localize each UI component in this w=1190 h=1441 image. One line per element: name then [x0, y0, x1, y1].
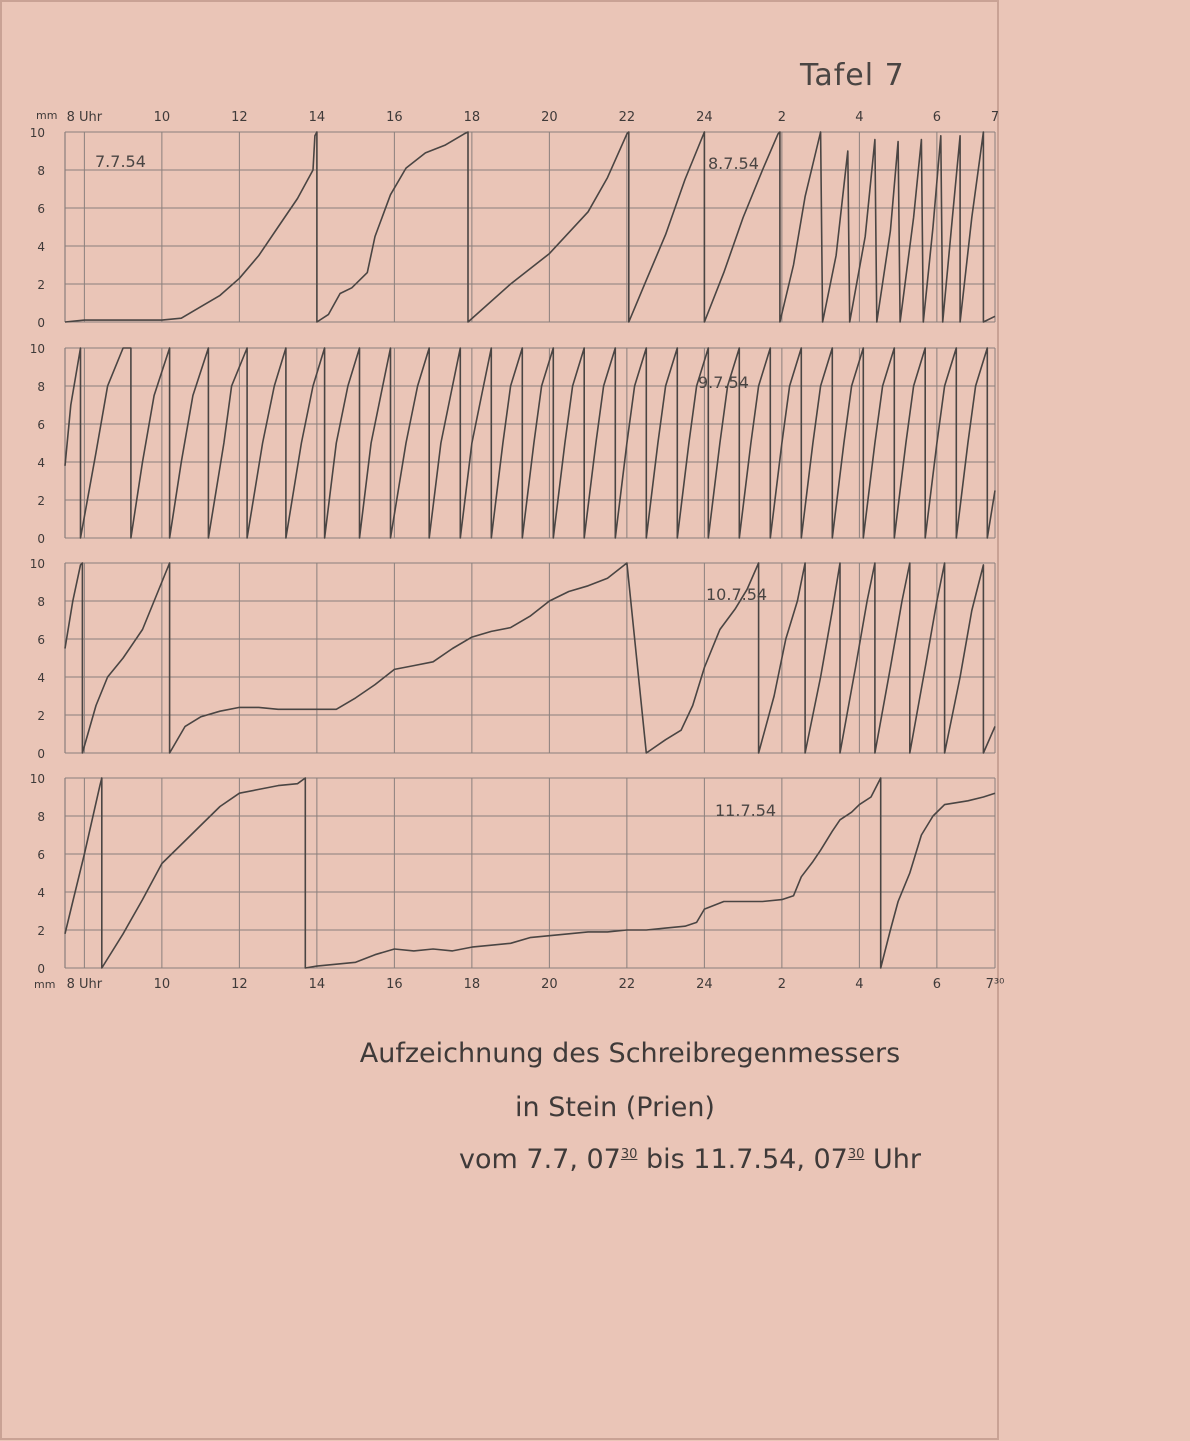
y-tick-label: 4 — [37, 240, 45, 254]
caption-suffix: Uhr — [864, 1144, 921, 1175]
caption-line-2: in Stein (Prien) — [515, 1092, 715, 1123]
y-tick-label: 4 — [37, 671, 45, 685]
y-tick-label: 4 — [37, 886, 45, 900]
date-label: 7.7.54 — [95, 152, 146, 171]
x-tick-label-bottom: 7³⁰ — [985, 977, 1005, 992]
y-tick-label: 2 — [37, 709, 45, 723]
y-tick-label: 10 — [29, 126, 45, 140]
caption-line-3 — [190, 1144, 1190, 1175]
x-tick-label-top: 6 — [932, 110, 942, 125]
rain-trace-line — [65, 778, 995, 968]
x-tick-label-bottom: 18 — [463, 977, 481, 992]
x-tick-label-bottom: 8 Uhr — [66, 977, 103, 992]
y-tick-label: 4 — [37, 456, 45, 470]
y-tick-label: 0 — [37, 962, 45, 976]
x-tick-label-bottom: 12 — [231, 977, 248, 992]
x-tick-label-bottom: 14 — [308, 977, 326, 992]
date-label: 10.7.54 — [706, 585, 768, 604]
x-tick-label-top: 4 — [855, 110, 864, 125]
x-tick-label-bottom: 6 — [932, 977, 942, 992]
y-tick-label: 6 — [37, 418, 45, 432]
date-label: 9.7.54 — [698, 373, 749, 392]
x-tick-label-top: 24 — [696, 110, 713, 125]
y-tick-label: 10 — [29, 772, 45, 786]
caption-superscript: 30 — [847, 1147, 865, 1162]
rain-trace-line — [65, 132, 995, 322]
x-tick-label-top: 14 — [308, 110, 326, 125]
y-tick-label: 2 — [37, 494, 45, 508]
x-tick-label-top: 12 — [231, 110, 248, 125]
x-tick-label-bottom: 4 — [855, 977, 864, 992]
y-tick-label: 8 — [37, 380, 45, 394]
y-tick-label: 2 — [37, 924, 45, 938]
y-tick-label: 8 — [37, 164, 45, 178]
y-tick-label: 10 — [29, 557, 45, 571]
y-unit-top: mm — [36, 109, 58, 122]
y-tick-label: 0 — [37, 532, 45, 546]
x-tick-label-top: 22 — [618, 110, 636, 125]
rain-trace-line — [65, 563, 995, 753]
y-tick-label: 6 — [37, 633, 45, 647]
y-tick-label: 2 — [37, 278, 45, 292]
y-tick-label: 6 — [37, 202, 45, 216]
caption-middle: bis 11.7.54, 07 — [637, 1144, 848, 1175]
x-tick-label-bottom: 24 — [696, 977, 713, 992]
x-tick-label-top: 7 — [990, 110, 1000, 125]
caption-prefix: vom 7.7, 07 — [459, 1144, 621, 1175]
x-tick-label-bottom: 22 — [618, 977, 636, 992]
x-tick-label-top: 16 — [386, 110, 403, 125]
x-tick-label-bottom: 20 — [541, 977, 558, 992]
x-tick-label-top: 8 Uhr — [66, 110, 103, 125]
caption-line-1: Aufzeichnung des Schreibregenmessers — [359, 1038, 901, 1069]
y-tick-label: 8 — [37, 810, 45, 824]
rain-trace-line — [65, 348, 995, 538]
y-tick-label: 6 — [37, 848, 45, 862]
y-tick-label: 0 — [37, 316, 45, 330]
x-tick-label-bottom: 10 — [153, 977, 171, 992]
y-tick-label: 0 — [37, 747, 45, 761]
date-label: 11.7.54 — [715, 801, 777, 820]
x-tick-label-top: 20 — [541, 110, 558, 125]
x-tick-label-top: 2 — [777, 110, 787, 125]
x-tick-label-top: 18 — [463, 110, 481, 125]
y-unit-bottom: mm — [34, 978, 56, 991]
x-tick-label-bottom: 16 — [386, 977, 403, 992]
y-tick-label: 10 — [29, 342, 45, 356]
y-tick-label: 8 — [37, 595, 45, 609]
caption-superscript: 30 — [620, 1147, 638, 1162]
x-tick-label-top: 10 — [153, 110, 171, 125]
x-tick-label-bottom: 2 — [777, 977, 787, 992]
date-label: 8.7.54 — [708, 154, 759, 173]
page-label: Tafel 7 — [800, 58, 905, 93]
